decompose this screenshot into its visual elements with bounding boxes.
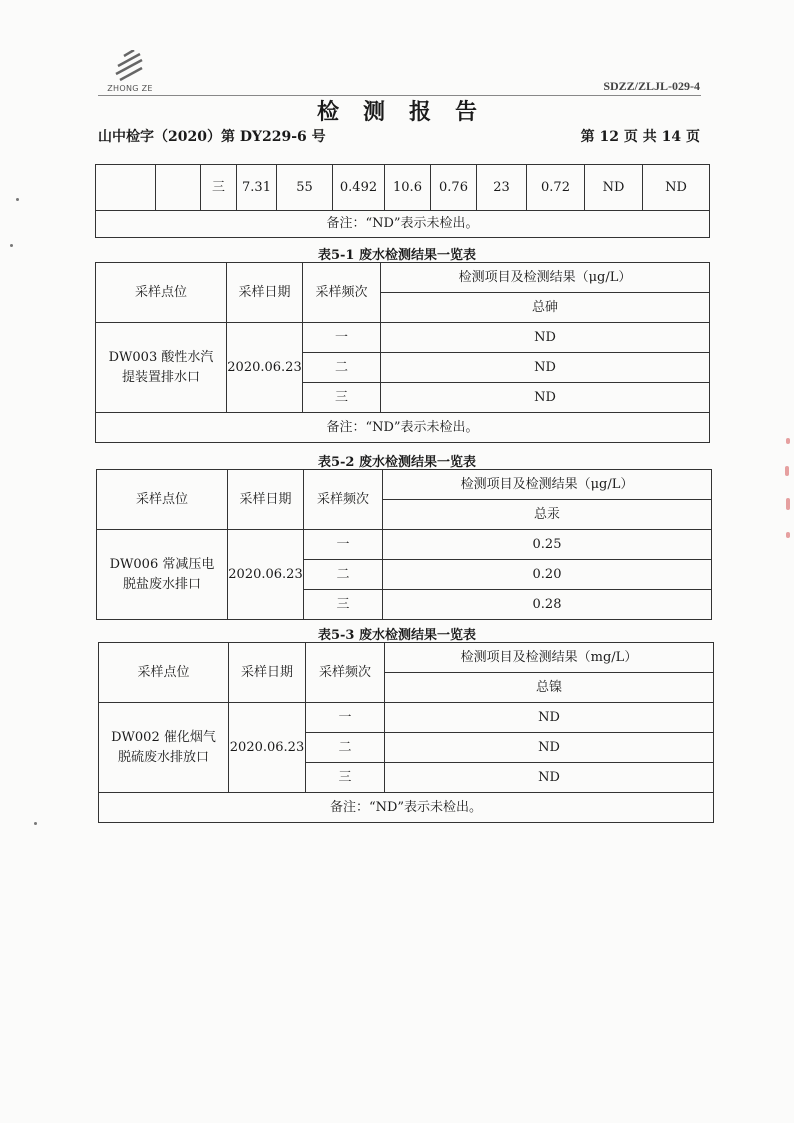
result-cell: ND <box>385 763 714 793</box>
table-row <box>96 323 710 353</box>
logo-icon <box>110 50 150 84</box>
frequency-cell: 一 <box>303 323 381 353</box>
results-table-5-1 <box>95 262 710 443</box>
frequency-cell: 三 <box>304 590 383 620</box>
carryover-table <box>95 164 710 238</box>
scan-speck <box>34 822 37 825</box>
result-cell: ND <box>381 353 710 383</box>
table-note: 备注：“ND”表示未检出。 <box>96 413 710 443</box>
stamp-edge-mark <box>786 438 790 444</box>
frequency-cell: 二 <box>303 353 381 383</box>
table-cell: 0.492 <box>333 165 385 211</box>
sampling-site: DW002 催化烟气脱硫废水排放口 <box>99 703 229 793</box>
stamp-edge-mark <box>786 532 790 538</box>
table-cell: ND <box>585 165 643 211</box>
page-number: 第 12 页 共 14 页 <box>580 129 700 145</box>
header-group: 检测项目及检测结果（mg/L） <box>385 643 714 673</box>
company-logo <box>102 50 158 100</box>
frequency-cell: 一 <box>306 703 385 733</box>
table-note: 备注：“ND”表示未检出。 <box>99 793 714 823</box>
result-cell: 0.28 <box>383 590 712 620</box>
frequency-cell: 二 <box>304 560 383 590</box>
table-cell: 55 <box>277 165 333 211</box>
table-row <box>96 165 710 211</box>
page-title: 检测报告 <box>316 99 501 125</box>
result-cell: 0.20 <box>383 560 712 590</box>
table-cell: 10.6 <box>385 165 431 211</box>
table-note: 备注：“ND”表示未检出。 <box>96 211 710 238</box>
document-code: SDZZ/ZLJL-029-4 <box>603 79 700 93</box>
header-frequency: 采样频次 <box>304 470 383 530</box>
frequency-cell: 二 <box>306 733 385 763</box>
header-item: 总镍 <box>385 673 714 703</box>
header-item: 总汞 <box>383 500 712 530</box>
sampling-date: 2020.06.23 <box>227 323 303 413</box>
results-table-5-3 <box>98 642 714 823</box>
header-site: 采样点位 <box>99 643 229 703</box>
table-cell: 7.31 <box>237 165 277 211</box>
sampling-date: 2020.06.23 <box>229 703 306 793</box>
scan-speck <box>16 198 19 201</box>
sampling-site: DW006 常减压电脱盐废水排口 <box>97 530 228 620</box>
header-site: 采样点位 <box>96 263 227 323</box>
frequency-cell: 三 <box>303 383 381 413</box>
results-table-5-2 <box>96 469 712 620</box>
result-cell: ND <box>381 323 710 353</box>
stamp-edge-mark <box>786 498 790 510</box>
table-cell: 23 <box>477 165 527 211</box>
result-cell: ND <box>381 383 710 413</box>
result-cell: 0.25 <box>383 530 712 560</box>
scan-speck <box>10 244 13 247</box>
result-cell: ND <box>385 703 714 733</box>
table-cell: 0.76 <box>431 165 477 211</box>
sampling-site: DW003 酸性水汽提装置排水口 <box>96 323 227 413</box>
table-caption: 表5-2 废水检测结果一览表 <box>317 455 476 470</box>
table-cell: ND <box>643 165 710 211</box>
table-row <box>99 703 714 733</box>
logo-text: ZHONG ZE <box>107 84 153 93</box>
header-item: 总砷 <box>381 293 710 323</box>
frequency-cell: 三 <box>306 763 385 793</box>
table-cell <box>156 165 201 211</box>
header-frequency: 采样频次 <box>303 263 381 323</box>
frequency-cell: 一 <box>304 530 383 560</box>
header-date: 采样日期 <box>227 263 303 323</box>
header-frequency: 采样频次 <box>306 643 385 703</box>
table-caption: 表5-3 废水检测结果一览表 <box>317 628 476 643</box>
stamp-edge-mark <box>785 466 789 476</box>
sampling-date: 2020.06.23 <box>228 530 304 620</box>
result-cell: ND <box>385 733 714 763</box>
header-group: 检测项目及检测结果（μg/L） <box>383 470 712 500</box>
table-cell: 三 <box>201 165 237 211</box>
table-cell <box>96 165 156 211</box>
header-site: 采样点位 <box>97 470 228 530</box>
header-date: 采样日期 <box>229 643 306 703</box>
table-cell: 0.72 <box>527 165 585 211</box>
table-row <box>97 530 712 560</box>
report-number: 山中检字（2020）第 DY229-6 号 <box>98 129 326 145</box>
table-caption: 表5-1 废水检测结果一览表 <box>317 248 476 263</box>
header-date: 采样日期 <box>228 470 304 530</box>
header-group: 检测项目及检测结果（μg/L） <box>381 263 710 293</box>
